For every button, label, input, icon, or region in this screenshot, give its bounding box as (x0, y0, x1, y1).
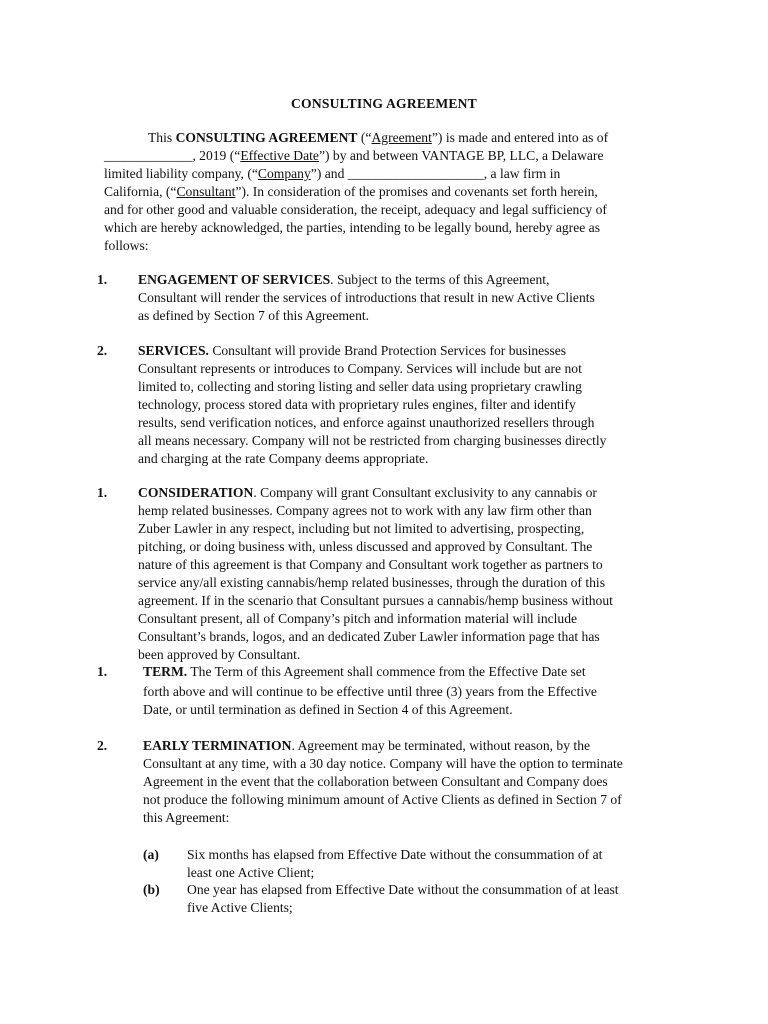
intro-line-1: This CONSULTING AGREEMENT (“Agreement”) is made and entered into as of (148, 130, 609, 145)
section-line-4: technology, process stored data with proprietary rules engines, filter and identify (138, 397, 576, 412)
section-line-6: service any/all existing cannabis/hemp related businesses, through the duration of this (138, 575, 605, 590)
section-heading: EARLY TERMINATION (143, 738, 292, 753)
intro-line-4: California, (“Consultant”). In consideration of the promises and covenants set forth herein, (104, 184, 598, 199)
section-line-2: Consultant will render the services of introductions that result in new Active Clients (138, 290, 595, 305)
section-line-2: Consultant at any time, with a 30 day notice. Company will have the option to terminate (143, 756, 623, 771)
section-line-2: Consultant represents or introduces to Company. Services will include but are not (138, 361, 582, 376)
agreement-name: CONSULTING AGREEMENT (175, 130, 358, 145)
section-heading: SERVICES. (138, 343, 209, 358)
intro-line-6: which are hereby acknowledged, the parties, intending to be legally bound, hereby agree as (104, 220, 600, 235)
section-heading: ENGAGEMENT OF SERVICES (138, 272, 331, 287)
defined-term-effective-date: Effective Date (240, 148, 319, 163)
section-line-1: TERM. The Term of this Agreement shall commence from the Effective Date set (143, 664, 586, 679)
defined-term-company: Company (257, 166, 311, 181)
section-number: 2. (97, 343, 108, 358)
section-number: 1. (97, 272, 108, 287)
defined-term-consultant: Consultant (176, 184, 236, 199)
defined-term-agreement: Agreement (371, 130, 432, 145)
section-line-4: not produce the following minimum amount of Active Clients as defined in Section 7 of (143, 792, 622, 807)
section-number: 1. (97, 485, 108, 500)
section-heading: TERM. (143, 664, 188, 679)
section-line-1: SERVICES. Consultant will provide Brand Protection Services for businesses (138, 343, 567, 358)
section-line-2: hemp related businesses. Company agrees not to work with any law firm other than (138, 503, 592, 518)
section-line-2: forth above and will continue to be effective until three (3) years from the Effective (143, 684, 597, 699)
section-line-6: all means necessary. Company will not be restricted from charging businesses directly (138, 433, 607, 448)
section-line-4: pitching, or doing business with, unless discussed and approved by Consultant. The (138, 539, 593, 554)
section-line-3: as defined by Section 7 of this Agreement. (138, 308, 370, 323)
subsection-label: (a) (143, 847, 159, 862)
date-blank: _____________ (104, 148, 193, 163)
section-number: 1. (97, 664, 108, 679)
section-line-1: EARLY TERMINATION. Agreement may be terminated, without reason, by the (143, 738, 591, 753)
intro-line-5: and for other good and valuable consideration, the receipt, adequacy and legal sufficiency of (104, 202, 607, 217)
section-line-10: been approved by Consultant. (138, 647, 301, 662)
section-line-3: Agreement in the event that the collaboration between Consultant and Company does (143, 774, 608, 789)
section-line-9: Consultant’s brands, logos, and an dedicated Zuber Lawler information page that has (138, 629, 600, 644)
section-line-5: nature of this agreement is that Company and Consultant work together as partners to (138, 557, 603, 572)
section-line-7: and charging at the rate Company deems appropriate. (138, 451, 429, 466)
section-line-3: Date, or until termination as defined in Section 4 of this Agreement. (143, 702, 513, 717)
section-line-8: Consultant present, all of Company’s pitch and information material will include (138, 611, 578, 626)
section-line-1: CONSIDERATION. Company will grant Consultant exclusivity to any cannabis or (138, 485, 597, 500)
section-line-3: limited to, collecting and storing listing and seller data using proprietary crawling (138, 379, 582, 394)
section-number: 2. (97, 738, 108, 753)
section-line-7: agreement. If in the scenario that Consultant pursues a cannabis/hemp business without (138, 593, 613, 608)
subsection-line-1: Six months has elapsed from Effective Date without the consummation of at (187, 847, 603, 862)
section-line-1: ENGAGEMENT OF SERVICES. Subject to the terms of this Agreement, (138, 272, 550, 287)
section-line-5: results, send verification notices, and enforce against unauthorized resellers through (138, 415, 595, 430)
section-line-5: this Agreement: (143, 810, 230, 825)
section-line-3: Zuber Lawler in any respect, including but not limited to advertising, prospecting, (138, 521, 585, 536)
subsection-line-2: five Active Clients; (187, 900, 293, 915)
intro-line-2: _____________, 2019 (“Effective Date”) by and between VANTAGE BP, LLC, a Delaware (104, 148, 604, 163)
subsection-label: (b) (143, 882, 160, 897)
intro-line-7: follows: (104, 238, 149, 253)
intro-line-3: limited liability company, (“Company”) and ____________________, a law firm in (104, 166, 561, 181)
section-heading: CONSIDERATION (138, 485, 254, 500)
firm-blank: ____________________ (347, 166, 484, 181)
subsection-line-2: least one Active Client; (187, 865, 315, 880)
subsection-line-1: One year has elapsed from Effective Date without the consummation of at least (187, 882, 619, 897)
document-title: CONSULTING AGREEMENT (291, 96, 477, 111)
